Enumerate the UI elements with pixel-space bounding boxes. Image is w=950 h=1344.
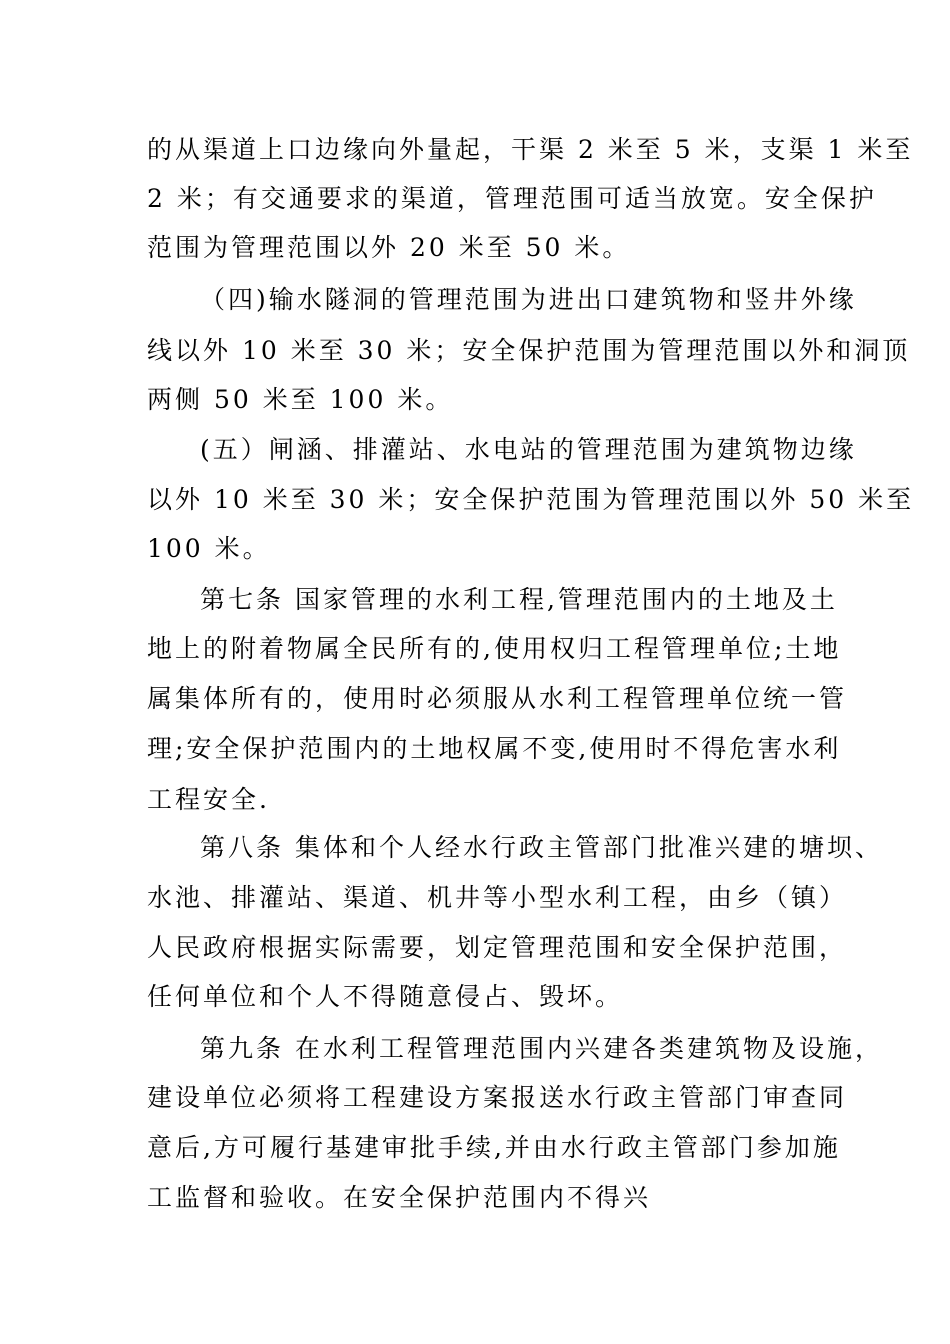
- paragraph-five-first-line: (五）闸涵、排灌站、水电站的管理范围为建筑物边缘: [200, 435, 857, 464]
- text-line: 工程安全.: [147, 785, 270, 814]
- text-line: 范围为管理范围以外 20 米至 50 米。: [147, 233, 631, 262]
- text-line: 人民政府根据实际需要，划定管理范围和安全保护范围，: [147, 933, 848, 962]
- text-line: 100 米。: [147, 534, 271, 563]
- text-line: 任何单位和个人不得随意侵占、毁坏。: [147, 982, 624, 1011]
- text-line: 工监督和验收。在安全保护范围内不得兴: [147, 1183, 652, 1212]
- text-line: 建设单位必须将工程建设方案报送水行政主管部门审查同: [147, 1083, 848, 1112]
- article-nine-first-line: 第九条 在水利工程管理范围内兴建各类建筑物及设施，: [200, 1034, 883, 1063]
- text-line: 地上的附着物属全民所有的,使用权归工程管理单位;土地: [147, 634, 842, 663]
- text-line: 以外 10 米至 30 米；安全保护范围为管理范围以外 50 米至: [147, 485, 915, 514]
- text-line: 理;安全保护范围内的土地权属不变,使用时不得危害水利: [147, 734, 842, 763]
- article-eight-first-line: 第八条 集体和个人经水行政主管部门批准兴建的塘坝、: [200, 833, 883, 862]
- text-line: 水池、排灌站、渠道、机井等小型水利工程，由乡（镇）: [147, 883, 848, 912]
- text-line: 的从渠道上口边缘向外量起，干渠 2 米至 5 米，支渠 1 米至: [147, 135, 914, 164]
- article-seven-first-line: 第七条 国家管理的水利工程,管理范围内的土地及土: [200, 585, 838, 614]
- text-line: 线以外 10 米至 30 米；安全保护范围为管理范围以外和洞顶: [147, 336, 911, 365]
- text-line: 属集体所有的，使用时必须服从水利工程管理单位统一管: [147, 684, 848, 713]
- text-line: 2 米；有交通要求的渠道，管理范围可适当放宽。安全保护: [147, 184, 877, 213]
- paragraph-four-first-line: （四)输水隧洞的管理范围为进出口建筑物和竖井外缘: [200, 285, 857, 314]
- text-line: 两侧 50 米至 100 米。: [147, 385, 454, 414]
- text-line: 意后,方可履行基建审批手续,并由水行政主管部门参加施: [147, 1133, 841, 1162]
